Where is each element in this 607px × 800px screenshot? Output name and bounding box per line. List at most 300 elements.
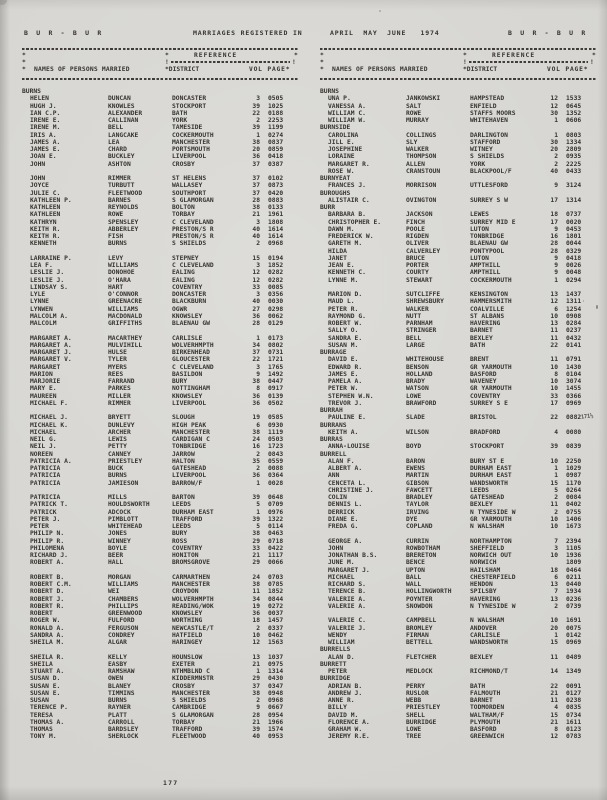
group-gap [22,646,300,653]
record-row [320,538,598,545]
given-name: LYNNE [30,298,49,306]
record-row [320,306,598,313]
surname-label: BURR [320,204,336,211]
volume: 40 [252,733,260,741]
spouse-surname: JAMIESON [108,479,139,487]
record-row [320,226,598,233]
given-name: DIANE E. [328,515,359,523]
page: 0433 [566,167,582,175]
records-column-right [320,88,598,741]
given-name: NEIL J. [30,443,57,451]
record-row [320,335,598,342]
volume: 11 [550,653,558,661]
district: BURY ST E [470,457,505,465]
volume: 17 [550,196,558,204]
given-name: RICHARD J. [30,552,68,559]
record-row [320,617,598,624]
given-name: MICHAEL [328,573,355,581]
volume: 11 [550,356,558,364]
page: 3074 [566,378,582,385]
dashed-rule [469,61,588,63]
given-name: LESLIE J. [30,276,65,284]
district: DURHAM EAST [470,472,512,480]
volume: 22 [252,356,260,364]
spouse-surname: BRADY [406,378,425,385]
record-row [320,487,598,494]
spouse-surname: MACARTHEY [108,334,143,342]
given-name: IAN C.P. [30,109,61,117]
spouse-surname: WEBB [406,697,422,704]
district: HIGH PEAK [172,421,207,429]
given-name: SUSAN E. [30,682,61,690]
given-name: MARION [30,370,53,378]
record-row [320,291,598,298]
spouse-surname: WILLIAMS [108,305,139,313]
volume: 39 [252,494,260,501]
district: BARNET [470,327,493,335]
volume: 37 [252,175,260,182]
page: 0987 [566,472,582,480]
district: S GLAMORGAN [172,196,214,204]
district: UTTLESFORD [470,182,508,190]
district: STEPNEY [172,254,199,262]
page: 1673 [566,523,582,530]
given-name: JAMES E. [30,146,61,153]
volume: 1 [554,276,558,284]
given-name: SUSAN E. [30,689,61,697]
given-name: ROBERT A. [30,559,65,567]
page: 0718 [268,537,284,545]
district: PONTYPOOL [470,247,505,255]
given-name: JONATHAN B.S. [328,552,378,559]
page: 0114 [268,523,284,530]
given-name: ANDREW J. [328,689,363,697]
given-name: GRAHAM W. [328,726,363,733]
volume: 40 [550,167,558,175]
district: GATESHEAD [470,494,505,501]
district: BROMSGROVE [172,559,210,567]
district: SLOUGH [172,414,195,422]
page: 0968 [268,697,284,704]
record-row [22,277,300,284]
volume: 39 [550,443,558,451]
given-name: KEITH A. [328,428,359,436]
spouse-surname: BOYLE [108,544,127,552]
district: FLEETWOOD [172,733,207,741]
given-name: LORAINE [328,153,355,161]
spouse-surname: WALKER [406,146,429,153]
record-row [320,712,598,719]
record-row [22,400,300,407]
table-header-right [320,46,598,86]
district: AMPTHILL [470,262,501,269]
district: BLAENAU GW [470,240,508,248]
district: TODMORDEN [470,704,505,712]
table-header-left [22,46,300,86]
spouse-surname: POOLE [406,225,425,233]
record-row [320,262,598,269]
district: STAFFORD [470,138,501,146]
page: 0917 [268,385,284,393]
spouse-surname: JACKSON [406,211,433,219]
volume: 20 [252,146,260,153]
given-name: SUSAN D. [30,675,61,683]
volume: 10 [550,515,558,523]
dashed-rule [171,61,290,63]
page: 0464 [566,566,582,574]
record-row [320,95,598,102]
page: 2809 [566,146,582,153]
volume: 2 [554,508,558,516]
record-row [22,472,300,479]
page: 0194 [268,254,284,262]
record-row [320,110,598,117]
volume: 5 [554,486,558,494]
page: 2250 [566,457,582,465]
spouse-surname: BRYETT [108,414,131,422]
volume: 39 [252,726,260,733]
record-row [22,501,300,508]
spouse-surname: GRIFFITHS [108,320,143,327]
volume: 10 [550,552,558,559]
record-row [320,581,598,588]
index-range-left: B U R - B U R [24,29,104,37]
district: GR YARMOUTH [470,515,512,523]
spouse-surname: LANGCAKE [108,131,139,139]
handwritten-note: 171½ [580,413,594,421]
names-column-label: NAMES OF PERSONS MARRIED [34,66,130,73]
record-row [22,603,300,610]
record-row [22,509,300,516]
given-name: MARJORIE [30,378,61,385]
district: SURREY S W [470,196,508,204]
spouse-surname: BUCKLEY [108,153,135,161]
spouse-surname: COPLAND [406,523,433,530]
spouse-surname: BUCK [108,465,124,472]
given-name: TREVOR J. [328,399,363,407]
district: LEEDS [172,523,191,530]
page: 1430 [566,363,582,371]
district: N WALSHAM [470,617,505,625]
district: SPILSBY [470,588,497,596]
district: S SHIELDS [470,153,505,161]
district: TORBAY [172,211,195,219]
spouse-surname: ADCOCK [108,508,131,516]
page: 1334 [566,138,582,146]
record-row [22,704,300,711]
page: 2253 [268,117,284,124]
page: 1349 [566,668,582,675]
record-row [22,574,300,581]
record-row [22,726,300,733]
spouse-surname: JONES [108,530,127,538]
surname-label: BURRAGE [320,349,347,356]
page: 0264 [566,486,582,494]
record-row [22,654,300,661]
record-row [320,327,598,334]
volume: 22 [252,109,260,117]
given-name: LEA F. [30,262,53,269]
district: HENDON [470,581,493,588]
district: C CLEVELAND [172,218,214,226]
volume: 36 [252,399,260,407]
spouse-surname: MILLS [108,494,127,501]
volume: 19 [252,602,260,610]
record-row [320,654,598,661]
record-row [320,378,598,385]
page: 0418 [268,153,284,161]
page: 0142 [566,631,582,639]
district: RICHMOND/T [470,668,508,675]
spouse-surname: CALVERLEY [406,247,441,255]
given-name: PATRICK [30,508,57,516]
volume: 13 [252,653,260,661]
record-row [22,393,300,400]
given-name: TERENCE P. [30,704,68,712]
record-row [22,385,300,392]
given-name: TONY M. [30,733,57,741]
page: 0791 [566,356,582,364]
spouse-surname: NUTT [406,312,422,320]
given-name: DENNIS L. [328,501,363,509]
volume: 39 [252,102,260,110]
record-row [22,335,300,342]
given-name: WILLIAM C. [328,109,366,117]
page: 0839 [566,443,582,451]
surname-group-header [320,349,598,356]
spouse-surname: BURNS [108,472,127,480]
column-labels-row [22,66,300,73]
given-name: KENNETH C. [328,269,366,277]
given-name: LYNWEN [30,305,53,313]
volume: 28 [550,247,558,255]
spouse-surname: DONOHOE [108,269,135,277]
district: PORTSMOUTH [172,146,210,153]
spouse-surname: MACDONALD [108,312,143,320]
spouse-surname: PARNHAM [406,320,433,327]
spouse-surname: CURRIN [406,537,429,545]
district: COVENTRY [172,544,203,552]
given-name: MALCOLM [30,320,57,327]
district: NEWCASTLE/T [172,624,214,632]
volume: 17 [550,218,558,226]
district: BATH [470,341,486,349]
page: 0606 [566,117,582,124]
page: 0737 [566,211,582,219]
surname-label: BURRETT [320,660,347,668]
dashed-rule [320,78,596,80]
record-row [22,625,300,632]
given-name: CENCETA L. [328,479,366,487]
page: 0337 [268,624,284,632]
volume: 2 [256,697,260,704]
given-name: PAULINE E. [328,414,366,422]
surname-label: BURRAH [320,407,343,414]
record-row [320,132,598,139]
record-row [22,443,300,450]
page: 0387 [268,160,284,168]
spouse-surname: SPENSLEY [108,218,139,226]
spouse-surname: WILLIAMS [108,581,139,588]
record-row [320,364,598,371]
surname-label: BURNS [320,88,339,95]
volume: 33 [550,392,558,400]
page: 0883 [268,196,284,204]
volpage-column-label: VOL PAGE* [249,66,291,73]
district: COALVILLE [470,305,505,313]
spouse-surname: PRIESTLEY [406,704,441,712]
district: HAVERING [470,320,501,327]
spouse-surname: EASBY [108,660,127,668]
page: 0667 [268,704,284,712]
district: BRISTOL [470,414,497,422]
district: BLACKPOOL/F [470,167,512,175]
given-name: SALLY O. [328,327,359,335]
given-name: CAROLINA [328,131,359,139]
volume: 9 [256,370,260,378]
given-name: FREDA G. [328,523,359,530]
spouse-surname: ABBERLEY [108,225,139,233]
surname-label: BURRANS [320,421,347,429]
record-row [22,668,300,675]
given-name: ALAN D. [328,653,355,661]
given-name: JEAN E. [328,262,355,269]
surname-group-header [320,124,598,131]
page: 1322 [268,515,284,523]
record-row [320,588,598,595]
given-name: SUSAN [30,697,49,704]
district: EALING [172,276,195,284]
district: SURREY S E [470,399,508,407]
spouse-surname: LOWE [406,392,422,400]
spouse-surname: BEER [108,552,124,559]
page: 0347 [268,682,284,690]
page: 1199 [268,124,284,132]
given-name: RONALD A. [30,624,65,632]
spouse-surname: FLEETWOOD [108,189,143,197]
district: CHESTERFIELD [470,573,516,581]
given-name: MAUREEN [30,392,57,400]
spouse-surname: BENCE [406,559,425,567]
spouse-surname: PLATT [108,711,127,719]
spouse-surname: RIGDEN [406,233,429,240]
page: 1765 [268,363,284,371]
given-name: ROBERT D. [30,588,65,596]
record-row [22,378,300,385]
record-row [320,603,598,610]
volume: 37 [252,160,260,168]
volume: 12 [550,298,558,306]
spouse-surname: HOULDSWORTH [108,501,150,509]
record-row [320,153,598,160]
spouse-surname: IRVING [406,508,429,516]
record-row [320,719,598,726]
given-name: ROSE W. [328,167,355,175]
page: 1314 [268,668,284,675]
border-mark: * [463,52,467,59]
page: 1809 [566,559,582,567]
district: BLACKBURN [172,298,207,306]
district: NORTHAMPTON [470,537,512,545]
spouse-surname: LEA [108,138,120,146]
district: DURHAM EAST [172,508,214,516]
volume: 37 [252,682,260,690]
volume: 38 [252,204,260,211]
spouse-surname: SHREWSBURY [406,298,444,306]
record-row [22,356,300,363]
district: HALTON [172,457,195,465]
page: 1936 [566,552,582,559]
page: 1966 [268,718,284,726]
volume: 3 [256,218,260,226]
record-row [22,683,300,690]
page: 1852 [268,588,284,596]
page: 0734 [566,711,582,719]
record-row [22,190,300,197]
page: 0648 [268,494,284,501]
surname-group-header [320,675,598,682]
spouse-surname: FULFORD [108,617,135,625]
volume: 16 [550,233,558,240]
given-name: STEPHEN W.N. [328,392,374,400]
page: 1934 [566,588,582,596]
page: 1457 [268,617,284,625]
page: 0123 [566,726,582,733]
spouse-surname: FIRMAN [406,631,429,639]
record-row [320,465,598,472]
spouse-surname: WHITEHEAD [108,523,143,530]
record-row [320,697,598,704]
given-name: JOHN [328,544,344,552]
volume: 2 [256,624,260,632]
spouse-surname: PHILLIPS [108,602,139,610]
given-name: ROBERT C.M. [30,581,72,588]
page: 0502 [268,399,284,407]
border-mark: * [320,66,324,73]
record-row [22,284,300,291]
page: 0755 [566,508,582,516]
district: BARNET [470,697,493,704]
record-row [22,175,300,182]
page: 0402 [566,501,582,509]
spouse-surname: TIMMINS [108,689,135,697]
district: LIVERPOOL [172,153,207,161]
spouse-surname: BRADLEY [406,494,433,501]
district: WITNEY [470,146,493,153]
volume: 1 [554,472,558,480]
spouse-surname: CONDREY [108,631,135,639]
volume: 13 [550,581,558,588]
page: 0908 [566,312,582,320]
given-name: PETER R. [328,305,359,313]
page: 0088 [268,465,284,472]
spouse-surname: STRINGER [406,327,437,335]
district: WAVENEY [470,378,497,385]
given-name: KEITH R. [30,225,61,233]
page: 0835 [566,704,582,712]
group-gap [22,487,300,494]
record-row [320,552,598,559]
given-name: LARRAINE P. [30,254,72,262]
page: 0783 [566,733,582,741]
group-gap [22,327,300,334]
spouse-surname: BARNES [108,196,131,204]
given-name: KENNETH [30,240,57,248]
district: COVENTRY [470,392,501,400]
spouse-surname: HOLLAND [406,370,433,378]
given-name: JAMES A. [30,138,61,146]
reference-underline-row [320,59,598,66]
